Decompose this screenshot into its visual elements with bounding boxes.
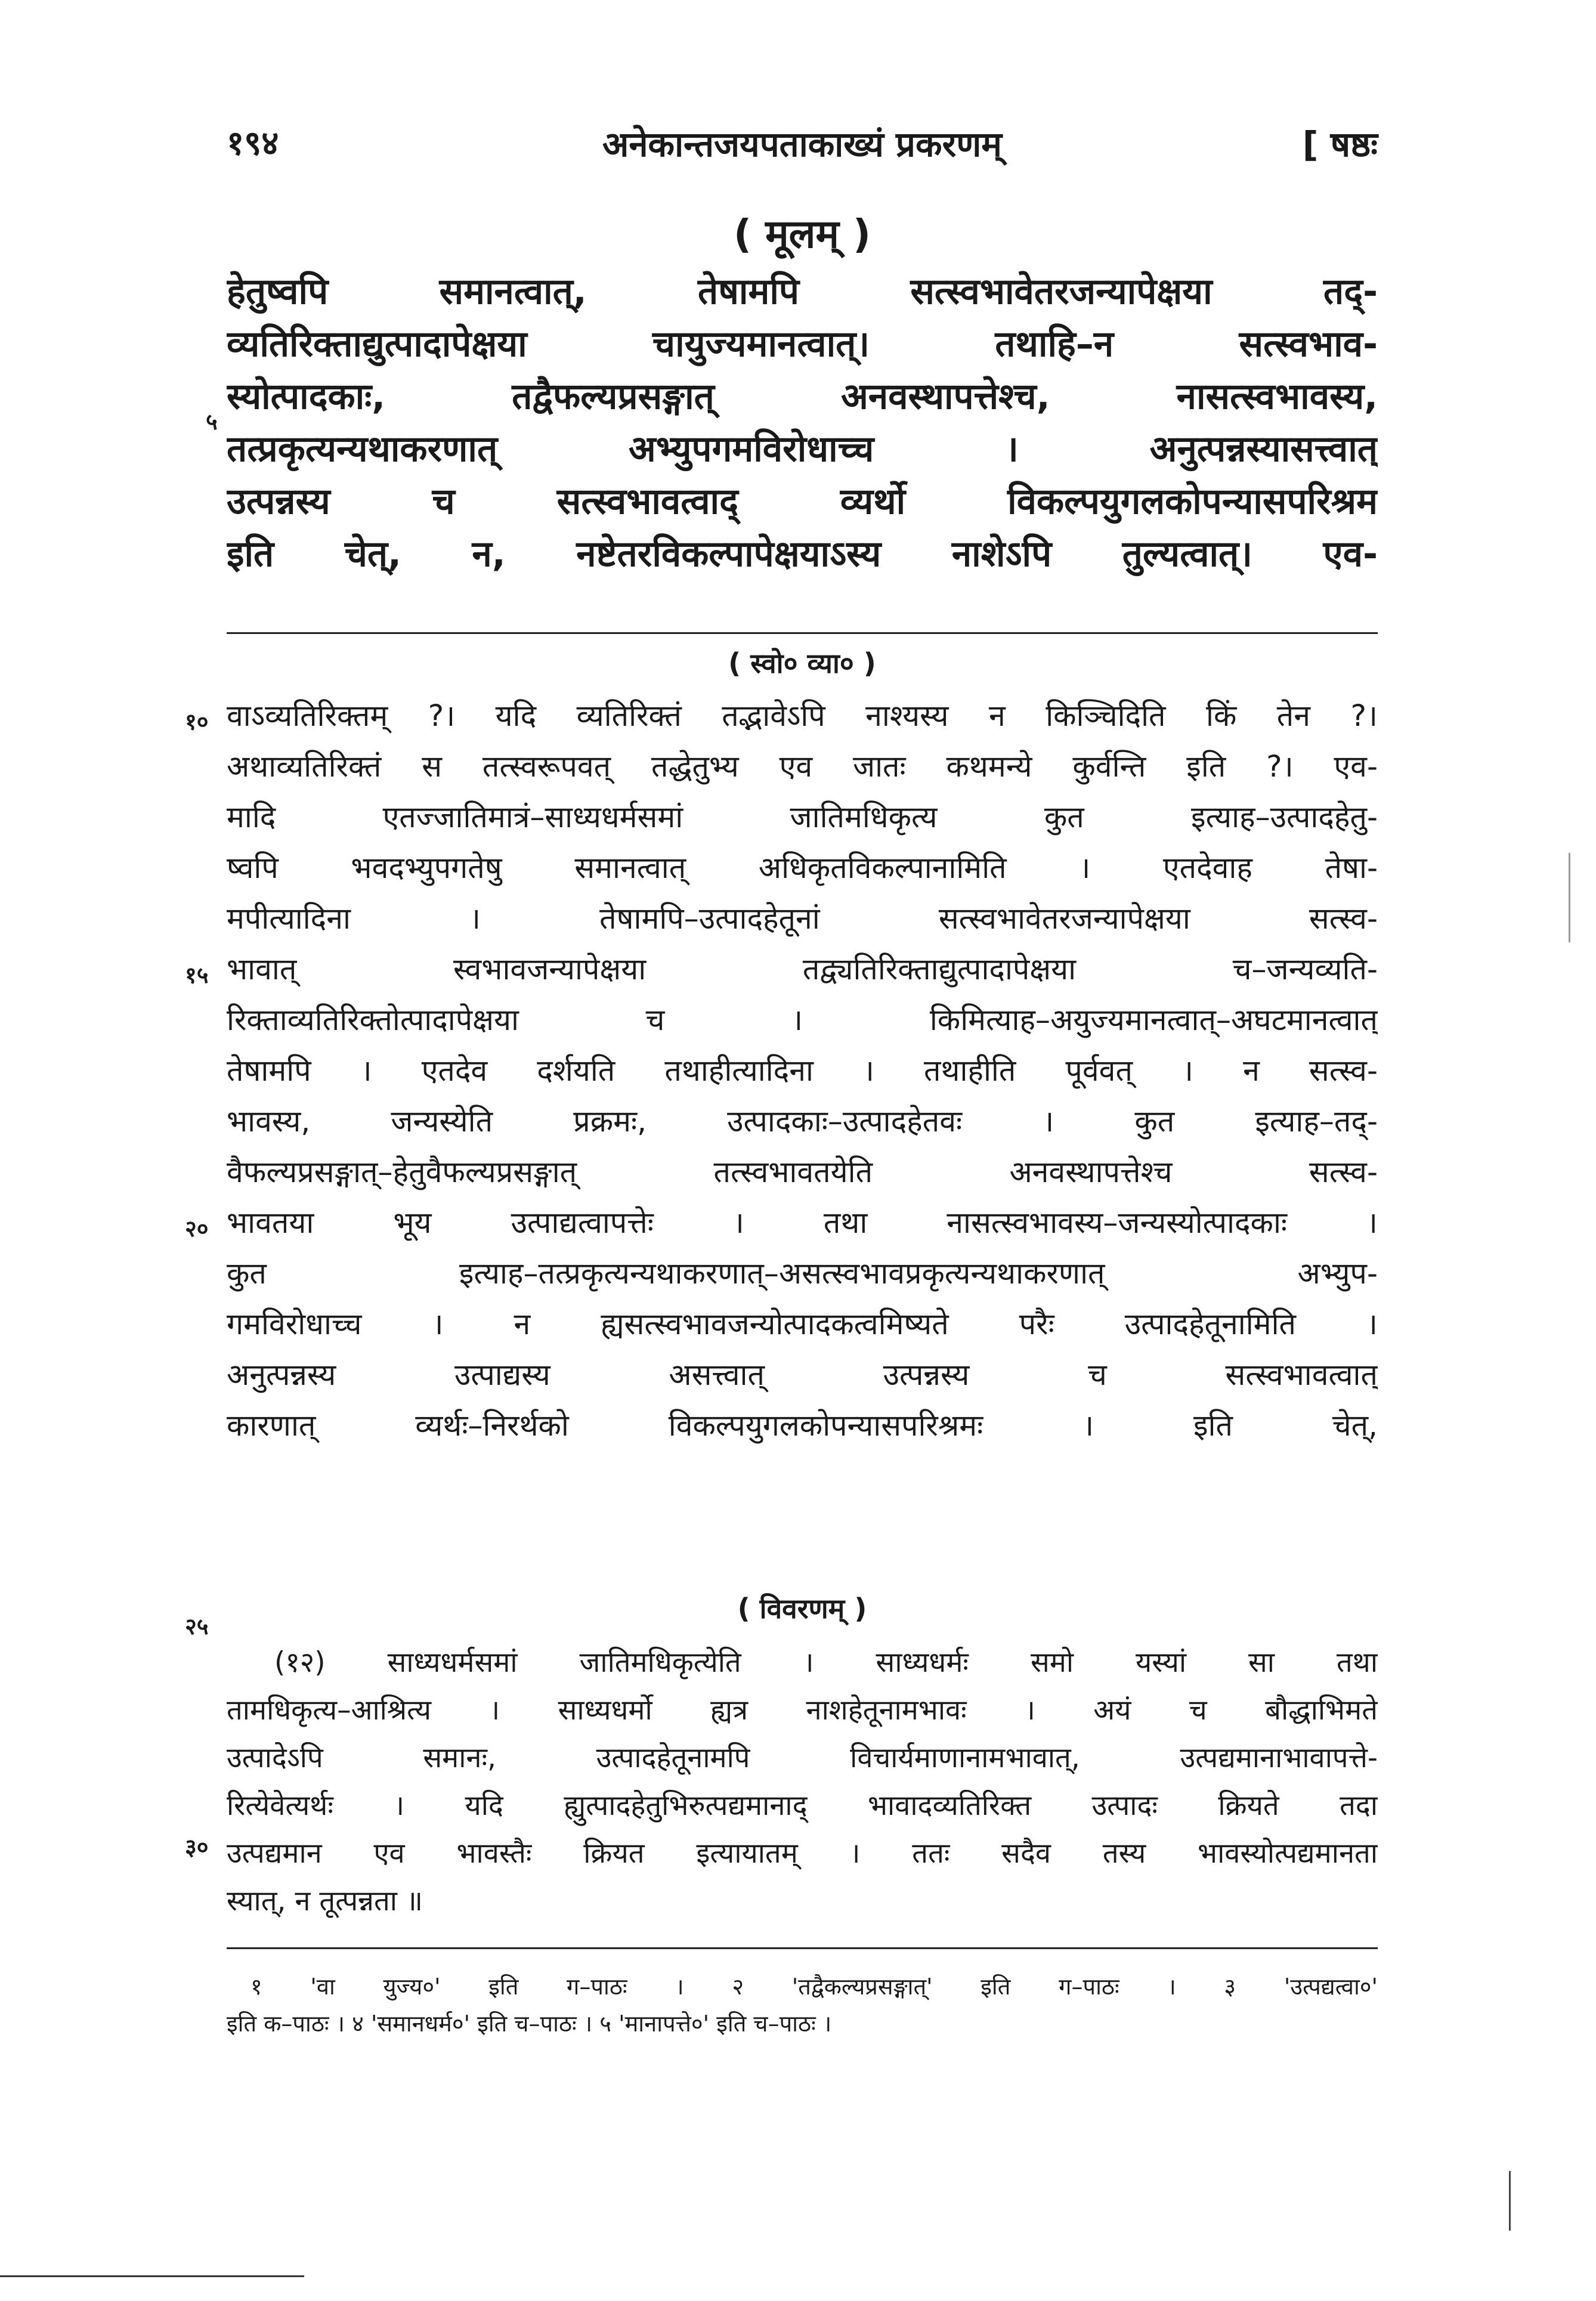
scan-edge-line <box>0 2275 304 2277</box>
footnote-line: १ 'वा युज्य०' इति ग–पाठः । २ 'तद्वैकल्यप्रसङ्गात्' इति ग–पाठः । ३ 'उत्पद्यत्वा०' <box>250 1974 1378 2000</box>
svopajna-line: अनुत्पन्नस्य उत्पाद्यस्य असत्त्वात् उत्पन्नस्य च सत्स्वभावत्वात् <box>227 1357 1378 1392</box>
svopajna-line: कारणात् व्यर्थः–निरर्थको विकल्पयुगलकोपन्यासपरिश्रमः । इति चेत्, <box>227 1408 1378 1443</box>
vivarana-text <box>227 1639 1378 1925</box>
svopajna-line: मपीत्यादिना । तेषामपि–उत्पादहेतूनां सत्स्वभावेतरजन्यापेक्षया सत्स्व- <box>227 901 1378 936</box>
mula-line: इति चेत्, न, नष्टेतरविकल्पापेक्षयाऽस्य नाशेऽपि तुल्यत्वात्। एव- <box>227 533 1378 575</box>
svopajna-line: भावात् स्वभावजन्यापेक्षया तद्व्यतिरिक्ताद्युत्पादापेक्षया च–जन्यव्यति- <box>227 952 1378 986</box>
vivarana-line: रित्येवेत्यर्थः । यदि ह्युत्पादहेतुभिरुत्पद्यमानाद् भावादव्यतिरिक्त उत्पादः क्रियते तदा <box>227 1789 1378 1822</box>
svopajna-heading: ( स्वो० व्या० ) <box>728 647 876 679</box>
mula-line: व्यतिरिक्ताद्युत्पादापेक्षया चायुज्यमानत्वात्। तथाहि–न सत्स्वभाव- <box>227 323 1378 365</box>
svopajna-line: अथाव्यतिरिक्तं स तत्स्वरूपवत् तद्धेतुभ्य एव जातः कथमन्ये कुर्वन्ति इति ?। एव- <box>227 749 1378 784</box>
mula-line: तत्प्रकृत्यन्यथाकरणात् अभ्युपगमविरोधाच्च । अनुत्पन्नस्यासत्त्वात् <box>227 428 1378 470</box>
scan-margin-mark <box>1569 853 1570 942</box>
divider-rule <box>227 632 1378 634</box>
vivarana-line: उत्पद्यमान एव भावस्तैः क्रियत इत्यायातम् । ततः सदैव तस्य भावस्योत्पद्यमानता <box>227 1837 1378 1870</box>
mula-heading: ( मूलम् ) <box>734 211 871 257</box>
running-header <box>227 119 1378 173</box>
mula-text <box>227 265 1378 580</box>
mula-line: उत्पन्नस्य च सत्स्वभावत्वाद् व्यर्थो विकल्पयुगलकोपन्यासपरिश्रम <box>227 481 1378 522</box>
svopajna-line: मादि एतज्जातिमात्रं–साध्यधर्मसमां जातिमधिकृत्य कुत इत्याह–उत्पादहेतु- <box>227 800 1378 834</box>
running-title: अनेकान्तजयपताकाख्यं प्रकरणम् <box>602 124 1002 165</box>
line-number: ५ <box>206 409 218 435</box>
line-number: १५ <box>185 962 209 988</box>
section-label: [ षष्ठः <box>1302 124 1378 165</box>
svopajna-line: गमविरोधाच्च । न ह्यसत्स्वभावजन्योत्पादकत्वमिष्यते परैः उत्पादहेतूनामिति । <box>227 1307 1378 1341</box>
vivarana-line: तामधिकृत्य–आश्रित्य । साध्यधर्मो ह्यत्र नाशहेतूनामभावः । अयं च बौद्धाभिमते <box>227 1694 1378 1727</box>
svopajna-line: वैफल्यप्रसङ्गात्–हेतुवैफल्यप्रसङ्गात् तत्स्वभावतयेति अनवस्थापत्तेश्च सत्स्व- <box>227 1155 1378 1189</box>
svopajna-line: ष्वपि भवदभ्युपगतेषु समानत्वात् अधिकृतविकल्पानामिति । एतदेवाह तेषा- <box>227 850 1378 885</box>
vivarana-line: उत्पादेऽपि समानः, उत्पादहेतूनामपि विचार्यमाणानामभावात्, उत्पद्यमानाभावापत्ते- <box>227 1742 1378 1774</box>
line-number: २५ <box>185 1613 209 1640</box>
page-number: १९४ <box>227 124 279 163</box>
svopajna-line: भावतया भूय उत्पाद्यत्वापत्तेः । तथा नासत्स्वभावस्य–जन्यस्योत्पादकाः । <box>227 1205 1378 1240</box>
svopajna-line: तेषामपि । एतदेव दर्शयति तथाहीत्यादिना । तथाहीति पूर्ववत् । न सत्स्व- <box>227 1053 1378 1088</box>
svopajna-line: वाऽव्यतिरिक्तम् ?। यदि व्यतिरिक्तं तद्भावेऽपि नाश्यस्य न किञ्चिदिति किं तेन ?। <box>227 698 1378 733</box>
vivarana-line: (१२) साध्यधर्मसमां जातिमधिकृत्येति । साध्यधर्मः समो यस्यां सा तथा <box>274 1646 1378 1679</box>
footnote-rule <box>227 1947 1378 1949</box>
line-number: २० <box>185 1216 209 1242</box>
svopajna-line: भावस्य, जन्यस्येति प्रक्रमः, उत्पादकाः–उत्पादहेतवः । कुत इत्याह–तद्- <box>227 1104 1378 1139</box>
scan-margin-mark <box>1509 2171 1511 2231</box>
footnote-line: इति क–पाठः । ४ 'समानधर्म०' इति च–पाठः । ५ 'मानापत्ते०' इति च–पाठः । <box>227 2011 832 2037</box>
svopajna-line: रिक्ताव्यतिरिक्तोत्पादापेक्षया च । किमित्याह–अयुज्यमानत्वात्–अघटमानत्वात् <box>227 1003 1378 1037</box>
svopajna-text <box>227 691 1378 1451</box>
line-number: १० <box>185 709 209 735</box>
line-number: ३० <box>185 1834 209 1860</box>
vivarana-heading: ( विवरणम् ) <box>737 1592 867 1625</box>
mula-line: हेतुष्वपि समानत्वात्, तेषामपि सत्स्वभावेतरजन्यापेक्षया तद्- <box>227 271 1378 313</box>
footnotes <box>227 1968 1378 2042</box>
svopajna-line: कुत इत्याह–तत्प्रकृत्यन्यथाकरणात्–असत्स्वभावप्रकृत्यन्यथाकरणात् अभ्युप- <box>227 1256 1378 1291</box>
vivarana-line: स्यात्, न तूत्पन्नता ॥ <box>227 1885 423 1918</box>
mula-line: स्योत्पादकाः, तद्वैफल्यप्रसङ्गात् अनवस्थापत्तेश्च, नासत्स्वभावस्य, <box>227 376 1378 417</box>
